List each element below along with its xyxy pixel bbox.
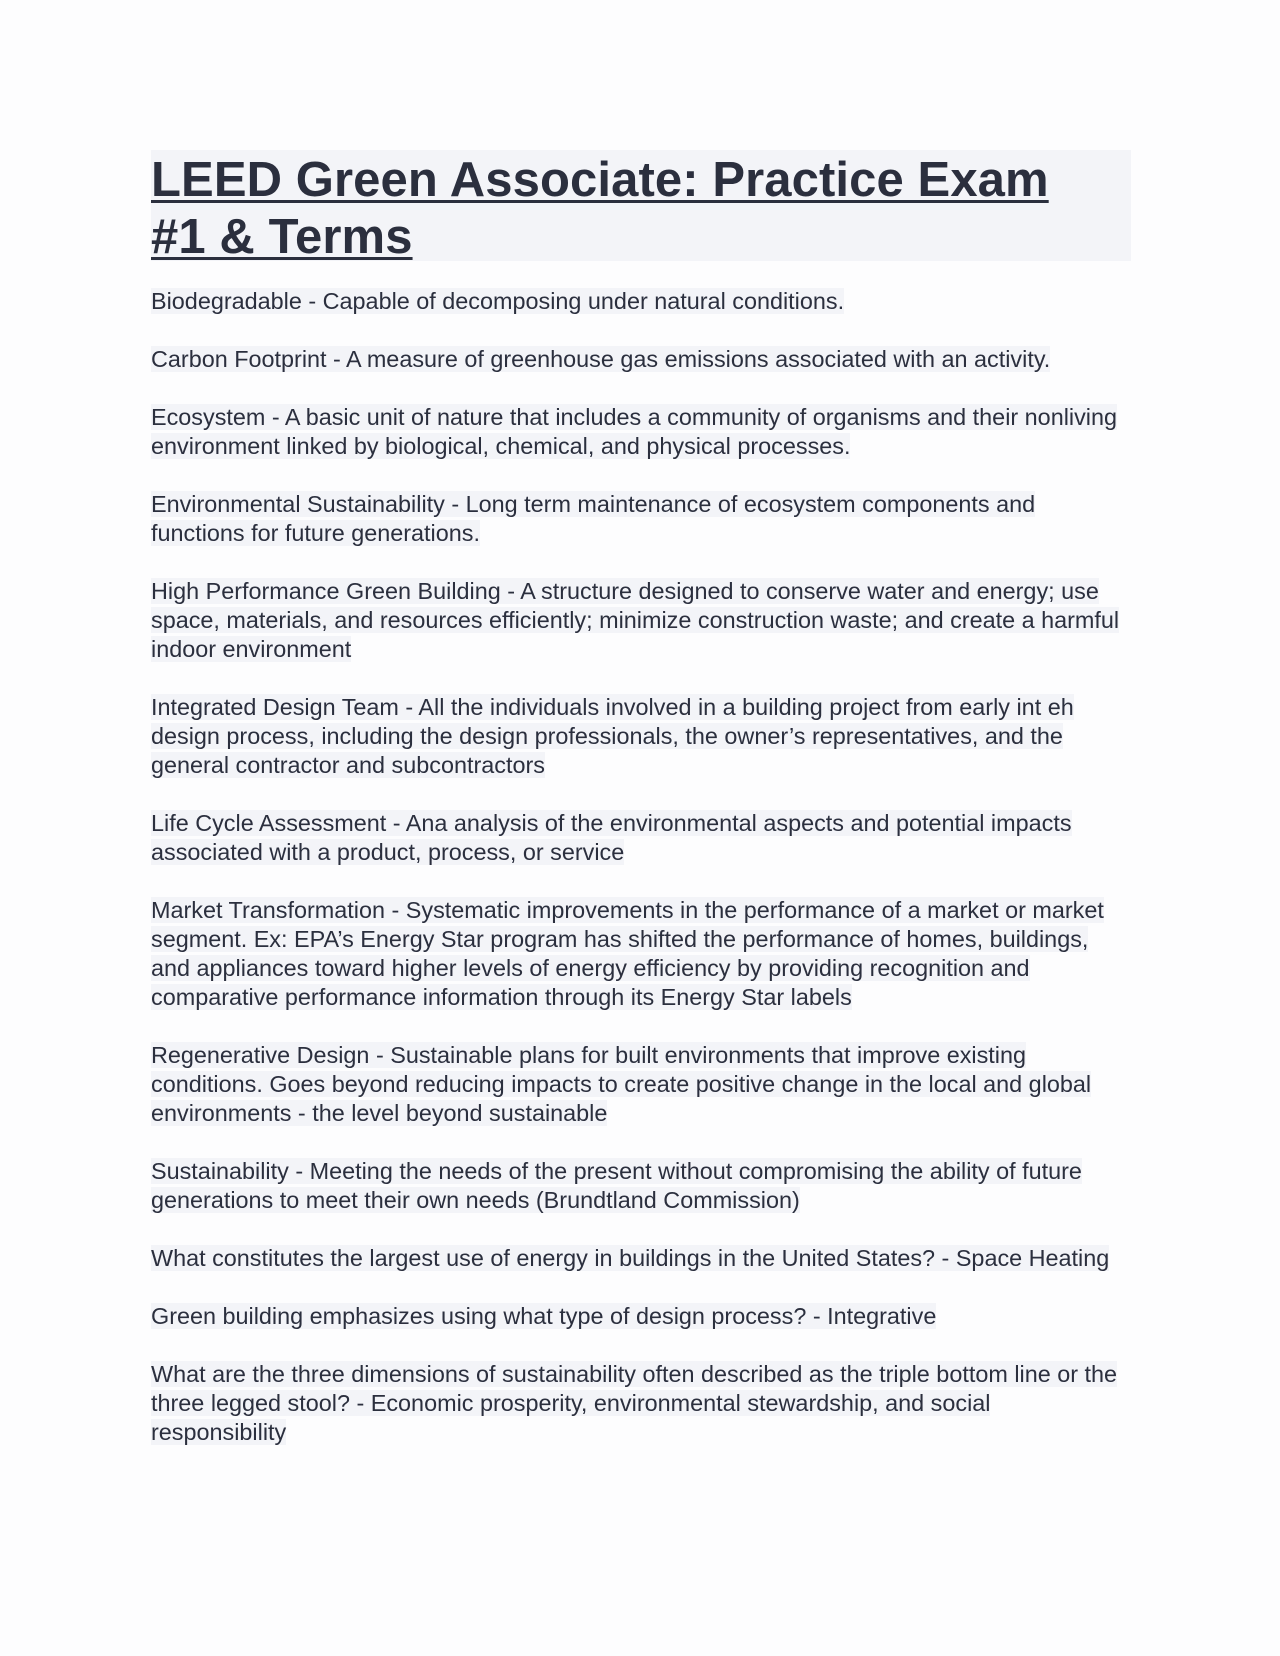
term-entry	[151, 1041, 1131, 1128]
term-text: Ecosystem - A basic unit of nature that includes a community of organisms and their nonliving environment linked by biological, chemical, and physical processes.	[151, 404, 1118, 459]
term-entry	[151, 345, 1131, 374]
term-entry	[151, 577, 1131, 664]
term-entry	[151, 1157, 1131, 1215]
question-entry	[151, 1244, 1131, 1273]
term-entry	[151, 693, 1131, 780]
term-text: Integrated Design Team - All the individuals involved in a building project from early int eh design process, including the design professionals, the owner’s representatives, and the general contractor and subcontractors	[151, 694, 1074, 778]
term-entry	[151, 896, 1131, 1012]
question-entry	[151, 1302, 1131, 1331]
term-text: Regenerative Design - Sustainable plans for built environments that improve existing conditions. Goes beyond reducing impacts to create positive change in the local and global environments - the level beyond sustainable	[151, 1042, 1092, 1126]
question-text: What are the three dimensions of sustainability often described as the triple bottom line or the three legged stool? - Economic prosperity, environmental stewardship, and social responsibility	[151, 1361, 1118, 1445]
term-text: High Performance Green Building - A structure designed to conserve water and energy; use space, materials, and resources efficiently; minimize construction waste; and create a harmful indoor environment	[151, 578, 1120, 662]
title-line-1: LEED Green Associate: Practice Exam	[151, 153, 1049, 207]
term-text: Market Transformation - Systematic improvements in the performance of a market or market segment. Ex: EPA’s Energy Star program has shifted the performance of homes, buildings, and appliances toward higher levels of energy efficiency by providing recognition and comparative performance information through its Energy Star labels	[151, 897, 1104, 1010]
question-text: What constitutes the largest use of energy in buildings in the United States? - Space Heating	[151, 1245, 1110, 1271]
term-entry	[151, 490, 1131, 548]
title-line-2: #1 & Terms	[151, 210, 413, 264]
term-list	[151, 287, 1131, 1447]
term-text: Environmental Sustainability - Long term maintenance of ecosystem components and functions for future generations.	[151, 491, 1036, 546]
term-text: Carbon Footprint - A measure of greenhouse gas emissions associated with an activity.	[151, 346, 1051, 372]
question-entry	[151, 1360, 1131, 1447]
title-block	[151, 150, 1131, 264]
document-body	[151, 150, 1131, 1476]
document-title	[151, 152, 1131, 266]
term-entry	[151, 287, 1131, 316]
term-text: Sustainability - Meeting the needs of the present without compromising the ability of future generations to meet their own needs (Brundtland Commission)	[151, 1158, 1082, 1213]
term-text: Life Cycle Assessment - Ana analysis of the environmental aspects and potential impacts associated with a product, process, or service	[151, 810, 1072, 865]
term-entry	[151, 403, 1131, 461]
term-entry	[151, 809, 1131, 867]
term-text: Biodegradable - Capable of decomposing under natural conditions.	[151, 288, 845, 314]
question-text: Green building emphasizes using what type of design process? - Integrative	[151, 1303, 937, 1329]
